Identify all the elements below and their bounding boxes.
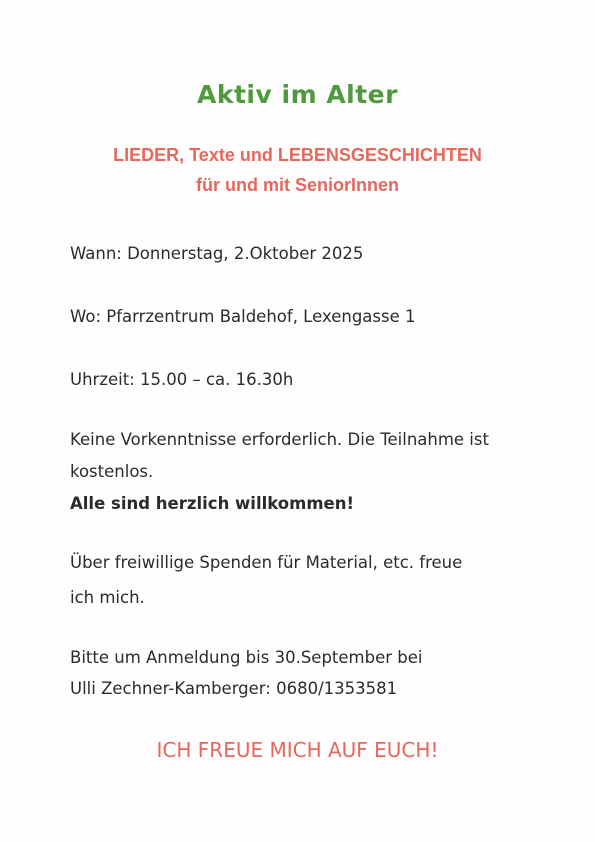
event-location: Wo: Pfarrzentrum Baldehof, Lexengasse 1 (70, 307, 416, 326)
registration-line-2: Ulli Zechner-Kamberger: 0680/1353581 (70, 679, 398, 698)
welcome-text: Alle sind herzlich willkommen! (70, 494, 354, 513)
flyer-title: Aktiv im Alter (197, 80, 398, 109)
donation-line-1: Über freiwillige Spenden für Material, etc. freue (70, 553, 463, 572)
event-time: Uhrzeit: 15.00 – ca. 16.30h (70, 370, 294, 389)
info-line-2: kostenlos. (70, 462, 154, 481)
subtitle-line-2: für und mit SeniorInnen (196, 175, 399, 195)
subtitle-line-1: LIEDER, Texte und LEBENSGESCHICHTEN (113, 145, 482, 165)
info-line-1: Keine Vorkenntnisse erforderlich. Die Teilnahme ist (70, 430, 489, 449)
donation-line-2: ich mich. (70, 588, 145, 607)
registration-line-1: Bitte um Anmeldung bis 30.September bei (70, 648, 423, 667)
closing-message: ICH FREUE MICH AUF EUCH! (156, 738, 439, 762)
event-date: Wann: Donnerstag, 2.Oktober 2025 (70, 244, 364, 263)
